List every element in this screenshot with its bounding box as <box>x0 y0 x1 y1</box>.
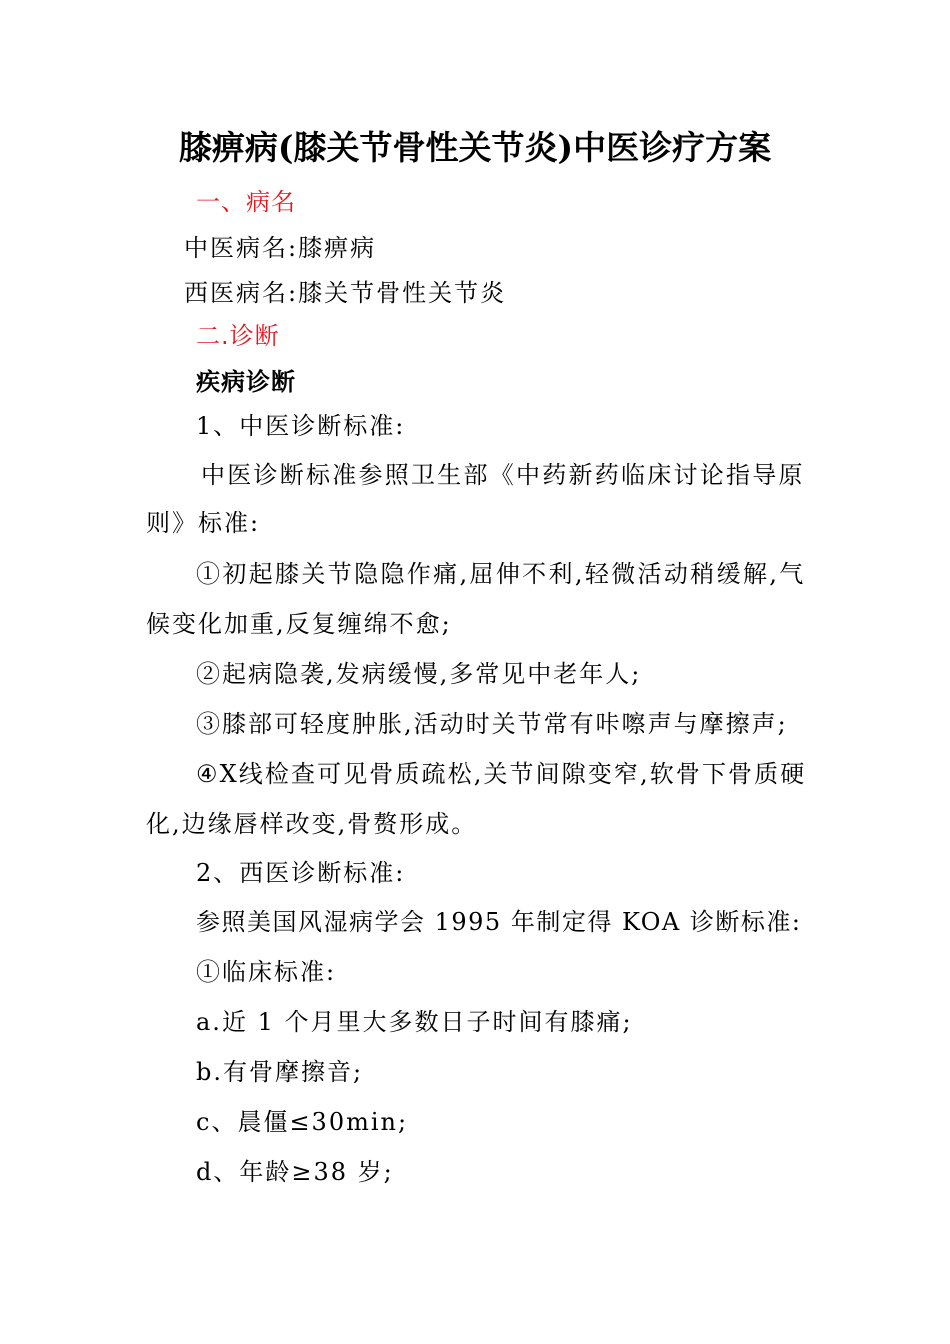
tcm-criterion-2: ②起病隐袭,发病缓慢,多常见中老年人; <box>196 660 642 688</box>
clinical-item-d: d、年龄≥38 岁; <box>196 1158 394 1186</box>
subheading-disease-diagnosis: 疾病诊断 <box>196 368 296 396</box>
section-heading-diagnosis: 二.诊断 <box>196 322 280 350</box>
western-disease-name: 西医病名:膝关节骨性关节炎 <box>184 279 507 307</box>
tcm-criterion-4-line2: 化,边缘唇样改变,骨赘形成。 <box>146 810 478 838</box>
clinical-item-b: b.有骨摩擦音; <box>196 1058 364 1086</box>
tcm-criterion-1-line1: ①初起膝关节隐隐作痛,屈伸不利,轻微活动稍缓解,气 <box>196 560 806 588</box>
tcm-disease-name: 中医病名:膝痹病 <box>184 234 377 262</box>
section-heading-disease-name: 一、病名 <box>196 188 296 216</box>
clinical-criteria-label: ①临床标准: <box>196 958 337 986</box>
tcm-criterion-1-line2: 候变化加重,反复缠绵不愈; <box>146 610 452 638</box>
tcm-criterion-4-line1: ④X线检查可见骨质疏松,关节间隙变窄,软骨下骨质硬 <box>196 760 807 788</box>
western-criteria-intro: 参照美国风湿病学会 1995 年制定得 KOA 诊断标准: <box>196 908 802 936</box>
clinical-item-a: a.近 1 个月里大多数日子时间有膝痛; <box>196 1008 633 1036</box>
tcm-criteria-intro-line1: 中医诊断标准参照卫生部《中药新药临床讨论指导原 <box>201 461 805 489</box>
tcm-criteria-intro-line2: 则》标准: <box>146 509 261 537</box>
document-title: 膝痹病(膝关节骨性关节炎)中医诊疗方案 <box>178 128 772 167</box>
tcm-criteria-label: 1、中医诊断标准: <box>196 412 406 440</box>
western-criteria-label: 2、西医诊断标准: <box>196 859 406 887</box>
tcm-criterion-3: ③膝部可轻度肿胀,活动时关节常有咔嚓声与摩擦声; <box>196 710 788 738</box>
clinical-item-c: c、晨僵≤30min; <box>196 1108 409 1136</box>
